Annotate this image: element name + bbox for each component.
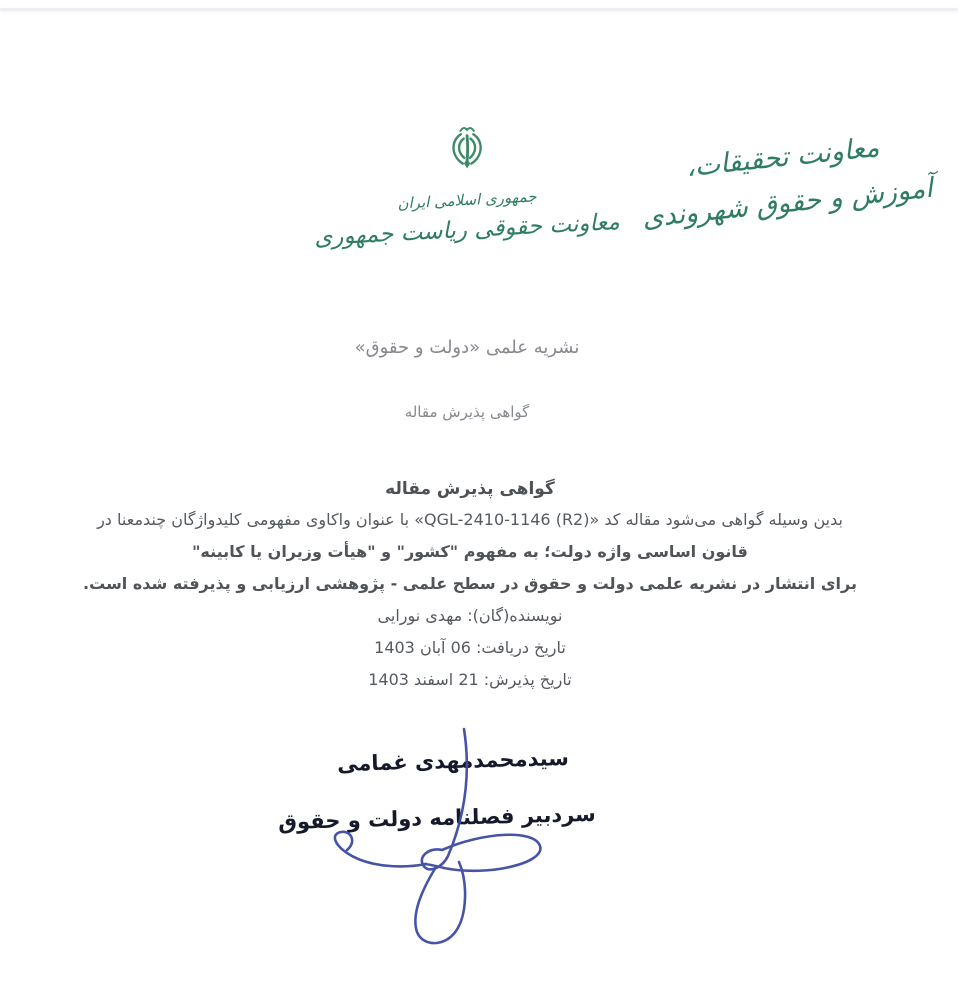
signer-role: سردبیر فصلنامه دولت و حقوق — [277, 801, 597, 835]
country-name: جمهوری اسلامی ایران — [397, 187, 537, 213]
body-line-1: بدین وسیله گواهی می‌شود مقاله کد «QGL-2410-1146 (R2)» با عنوان واکاوی مفهومی کلیدواژگان چندمعنا در — [97, 510, 843, 529]
header-right-department — [627, 126, 943, 235]
accepted-date-line: تاریخ پذیرش: 21 اسفند 1403 — [368, 670, 572, 689]
authors-line: نویسنده(گان): مهدی نورایی — [377, 606, 563, 625]
certificate-title: گواهی پذیرش مقاله — [385, 479, 555, 499]
signature-ink-icon — [318, 716, 568, 956]
department-line2: آموزش و حقوق شهروندی — [640, 172, 935, 235]
certificate-body — [15, 474, 925, 696]
journal-name: نشریه علمی «دولت و حقوق» — [354, 337, 580, 358]
certificate-label: گواهی پذیرش مقاله — [404, 403, 530, 421]
department-line1: معاونت تحقیقات، — [684, 132, 881, 184]
top-divider — [0, 8, 958, 11]
body-line-3: برای انتشار در نشریه علمی دولت و حقوق در سطح علمی - پژوهشی ارزیابی و پذیرفته شده است. — [83, 574, 857, 593]
signer-name: سیدمحمدمهدی غمامی — [336, 745, 570, 777]
legal-vice-presidency: معاونت حقوقی ریاست جمهوری — [313, 209, 621, 251]
body-line-2: قانون اساسی واژه دولت؛ به مفهوم "کشور" و "هیأت وزیران یا کابینه" — [192, 542, 748, 561]
header-center-block — [313, 120, 621, 251]
iran-emblem-icon — [443, 120, 491, 186]
received-date-line: تاریخ دریافت: 06 آبان 1403 — [374, 638, 566, 657]
